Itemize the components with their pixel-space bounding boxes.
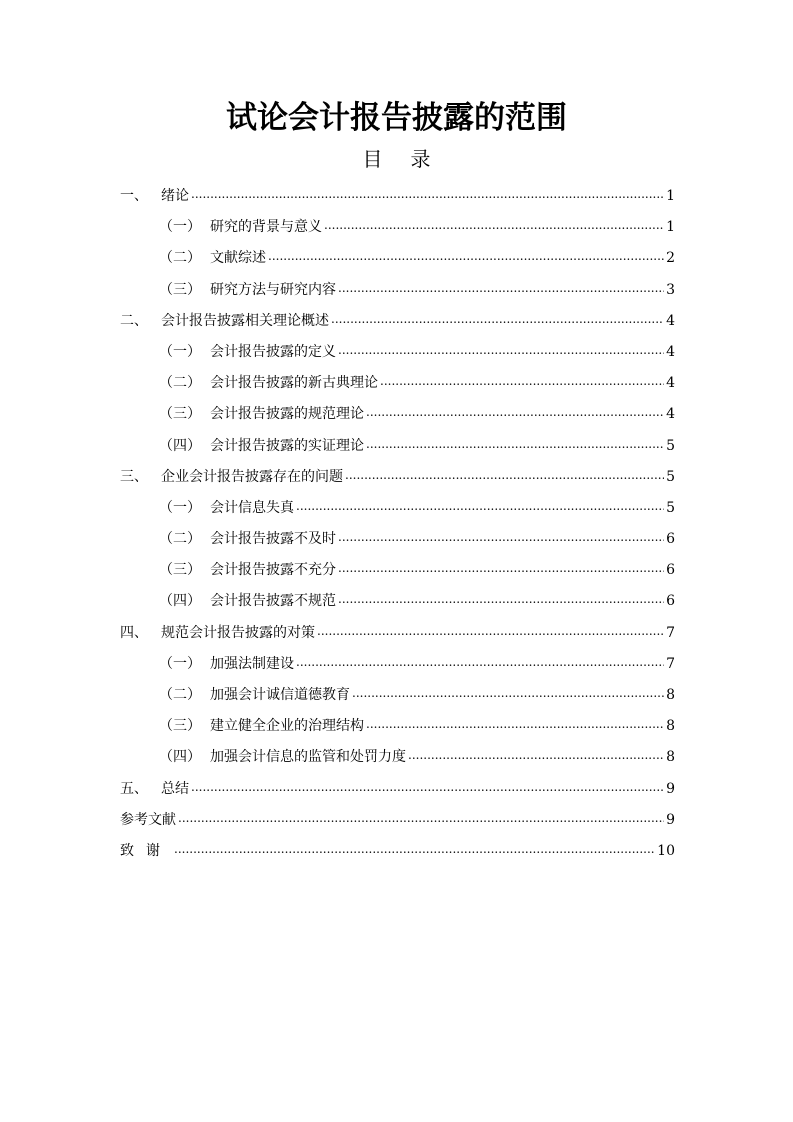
toc-entry-title: 加强法制建设	[210, 655, 294, 672]
toc-dot-leader	[338, 335, 664, 366]
toc-entry[interactable]	[120, 337, 675, 368]
toc-entry-title: 总结	[161, 780, 189, 797]
toc-page-number: 10	[657, 842, 675, 859]
toc-entry[interactable]	[120, 181, 675, 212]
toc-dot-leader	[352, 678, 664, 709]
toc-entry[interactable]	[120, 680, 675, 711]
toc-page-number: 4	[666, 312, 675, 329]
toc-dot-leader	[338, 553, 664, 584]
toc-entry-title: 文献综述	[210, 250, 266, 267]
toc-entry-number: （四）	[159, 593, 201, 610]
toc-dot-leader	[174, 834, 655, 865]
toc-entry-title: 会计报告披露的实证理论	[210, 437, 364, 454]
toc-entry[interactable]	[120, 711, 675, 742]
toc-entry-number: （二）	[159, 250, 201, 267]
toc-entry[interactable]	[120, 399, 675, 430]
toc-entry-title: 致谢	[120, 842, 172, 859]
toc-entry-title: 企业会计报告披露存在的问题	[161, 468, 343, 485]
toc-entry-number: 五、	[120, 780, 148, 797]
toc-entry[interactable]	[120, 586, 675, 617]
toc-dot-leader	[324, 210, 664, 241]
document-title: 试论会计报告披露的范围	[226, 100, 567, 136]
toc-dot-leader	[296, 491, 664, 522]
toc-entry-number: （四）	[159, 437, 201, 454]
toc-entry-number: （三）	[159, 406, 201, 423]
toc-dot-leader	[338, 522, 664, 553]
toc-entry-number: 二、	[120, 312, 148, 329]
toc-entry-title: 参考文献	[120, 811, 176, 828]
toc-dot-leader	[268, 241, 664, 272]
toc-page-number: 8	[666, 749, 675, 766]
toc-dot-leader	[338, 273, 664, 304]
toc-entry[interactable]	[120, 275, 675, 306]
toc-entry[interactable]	[120, 618, 675, 649]
toc-entry-title: 会计报告披露不充分	[210, 562, 336, 579]
toc-entry-title: 规范会计报告披露的对策	[161, 624, 315, 641]
toc-entry[interactable]	[120, 555, 675, 586]
toc-entry-title: 会计报告披露的定义	[210, 343, 336, 360]
toc-page-number: 2	[666, 250, 675, 267]
toc-dot-leader	[338, 584, 664, 615]
toc-page-number: 9	[666, 811, 675, 828]
toc-page-number: 4	[666, 375, 675, 392]
toc-entry-title: 会计信息失真	[210, 499, 294, 516]
toc-page-number: 5	[666, 499, 675, 516]
toc-entry-number: （二）	[159, 687, 201, 703]
toc-entry[interactable]	[120, 493, 675, 524]
toc-entry-number: （一）	[159, 655, 201, 672]
toc-dot-leader	[366, 709, 664, 740]
toc-entry-title: 会计报告披露的规范理论	[210, 406, 364, 423]
toc-entry-number: （一）	[159, 499, 201, 516]
toc-page-number: 3	[666, 281, 675, 298]
toc-heading	[0, 145, 793, 173]
toc-dot-leader	[345, 460, 664, 491]
toc-dot-leader	[331, 304, 664, 335]
toc-entry-number: 三、	[120, 468, 148, 485]
toc-entry-number: （二）	[159, 531, 201, 548]
toc-dot-leader	[296, 647, 664, 678]
toc-entry-title: 会计报告披露不及时	[210, 531, 336, 548]
toc-entry[interactable]	[120, 805, 675, 836]
toc-entry-number: 一、	[120, 188, 148, 204]
toc-entry-title: 会计报告披露的新古典理论	[210, 375, 378, 392]
toc-page-number: 6	[666, 531, 675, 548]
toc-entry[interactable]	[120, 368, 675, 399]
toc-page-number: 8	[666, 718, 675, 735]
toc-entry[interactable]	[120, 524, 675, 555]
toc-entry-number: （四）	[159, 749, 201, 766]
toc-entry[interactable]	[120, 462, 675, 493]
toc-entry-number: （三）	[159, 562, 201, 579]
toc-page-number: 6	[666, 593, 675, 610]
toc-entry[interactable]	[120, 212, 675, 243]
toc-dot-leader	[380, 366, 664, 397]
toc-entry-number: （三）	[159, 718, 201, 735]
toc-entry[interactable]	[120, 306, 675, 337]
toc-heading-char-1: 目	[362, 147, 383, 171]
toc-entry-number: （一）	[159, 219, 201, 236]
toc-entry[interactable]	[120, 742, 675, 773]
toc-page-number: 1	[666, 188, 675, 204]
toc-dot-leader	[191, 179, 664, 210]
toc-entry-title: 加强会计信息的监管和处罚力度	[210, 749, 406, 766]
toc-entry-title: 加强会计诚信道德教育	[210, 687, 350, 703]
toc-page-number: 9	[666, 780, 675, 797]
toc-entry[interactable]	[120, 836, 675, 867]
toc-page-number: 7	[666, 624, 675, 641]
toc-page-number: 8	[666, 687, 675, 703]
toc-dot-leader	[178, 803, 664, 834]
toc-entry[interactable]	[120, 243, 675, 274]
toc-entry-title: 建立健全企业的治理结构	[210, 718, 364, 735]
toc-entry-title: 研究的背景与意义	[210, 219, 322, 236]
toc-page-number: 6	[666, 562, 675, 579]
toc-entry[interactable]	[120, 649, 675, 680]
toc-page-number: 4	[666, 343, 675, 360]
toc-page-number: 5	[666, 437, 675, 454]
toc-page-number: 4	[666, 406, 675, 423]
toc-entry-number: （一）	[159, 343, 201, 360]
toc-page-number: 1	[666, 219, 675, 236]
toc-entry-title: 会计报告披露相关理论概述	[161, 312, 329, 329]
toc-page-number: 5	[666, 468, 675, 485]
toc-entry-number: 四、	[120, 624, 148, 641]
toc-dot-leader	[408, 740, 664, 771]
toc-dot-leader	[317, 616, 664, 647]
toc-dot-leader	[191, 772, 664, 803]
toc-dot-leader	[366, 397, 664, 428]
toc-entry-title: 绪论	[161, 188, 189, 204]
toc-heading-char-2: 录	[410, 147, 431, 171]
table-of-contents	[120, 181, 675, 867]
toc-entry[interactable]	[120, 774, 675, 805]
toc-entry-title: 研究方法与研究内容	[210, 281, 336, 298]
toc-entry-number: （二）	[159, 375, 201, 392]
toc-entry[interactable]	[120, 431, 675, 462]
toc-dot-leader	[366, 429, 664, 460]
toc-page-number: 7	[666, 655, 675, 672]
toc-entry-number: （三）	[159, 281, 201, 298]
toc-entry-title: 会计报告披露不规范	[210, 593, 336, 610]
